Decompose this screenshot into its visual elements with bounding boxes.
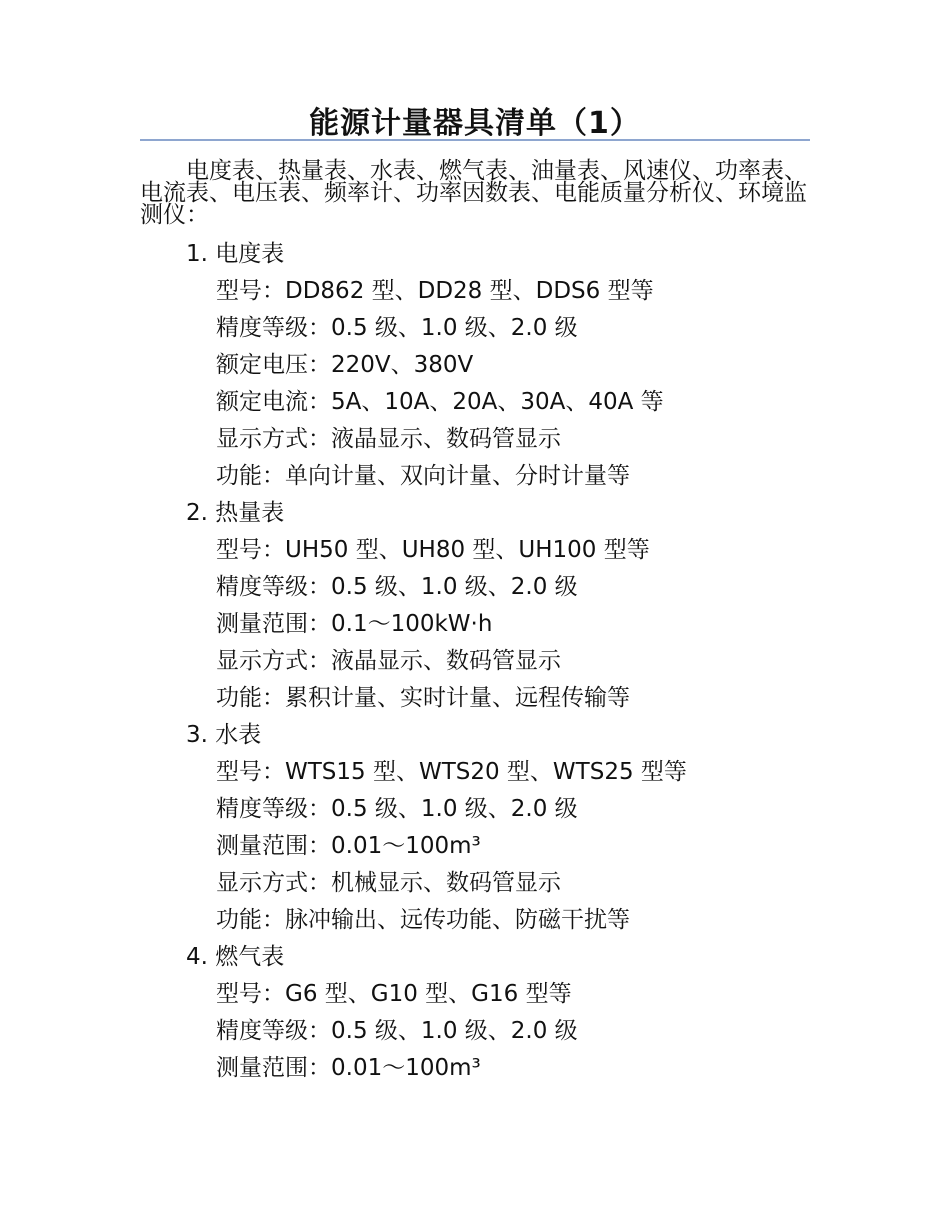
spec-line: 型号：WTS15 型、WTS20 型、WTS25 型等 <box>216 759 687 785</box>
section-heading: 4. 燃气表 <box>186 944 285 970</box>
spec-line: 型号：UH50 型、UH80 型、UH100 型等 <box>216 537 650 563</box>
section-items <box>186 754 806 939</box>
document-title: 能源计量器具清单（1） <box>309 106 641 141</box>
title-underline <box>140 139 810 141</box>
spec-line: 额定电压：220V、380V <box>216 352 474 378</box>
spec-line: 功能：累积计量、实时计量、远程传输等 <box>216 685 630 711</box>
spec-line: 功能：脉冲输出、远传功能、防磁干扰等 <box>216 907 630 933</box>
section-gas-meter <box>186 939 806 1087</box>
spec-line: 型号：G6 型、G10 型、G16 型等 <box>216 981 572 1007</box>
section-heading: 1. 电度表 <box>186 241 285 267</box>
spec-line: 测量范围：0.01～100m³ <box>216 833 481 859</box>
spec-line: 功能：单向计量、双向计量、分时计量等 <box>216 463 630 489</box>
section-heading: 2. 热量表 <box>186 500 285 526</box>
section-heading: 3. 水表 <box>186 722 262 748</box>
spec-line: 型号：DD862 型、DD28 型、DDS6 型等 <box>216 278 654 304</box>
spec-line: 精度等级：0.5 级、1.0 级、2.0 级 <box>216 796 578 822</box>
spec-line: 显示方式：液晶显示、数码管显示 <box>216 648 561 674</box>
spec-line: 测量范围：0.1～100kW·h <box>216 611 493 637</box>
spec-line: 精度等级：0.5 级、1.0 级、2.0 级 <box>216 574 578 600</box>
intro-paragraph: 电度表、热量表、水表、燃气表、油量表、风速仪、功率表、电流表、电压表、频率计、功率因数表、电能质量分析仪、环境监测仪： <box>140 158 807 228</box>
spec-line: 显示方式：液晶显示、数码管显示 <box>216 426 561 452</box>
section-list <box>186 236 806 1087</box>
section-items <box>186 976 806 1087</box>
spec-line: 额定电流：5A、10A、20A、30A、40A 等 <box>216 389 664 415</box>
section-water-meter <box>186 717 806 939</box>
spec-line: 测量范围：0.01～100m³ <box>216 1055 481 1081</box>
section-items <box>186 532 806 717</box>
section-items <box>186 273 806 495</box>
section-heat-meter <box>186 495 806 717</box>
spec-line: 显示方式：机械显示、数码管显示 <box>216 870 561 896</box>
spec-line: 精度等级：0.5 级、1.0 级、2.0 级 <box>216 315 578 341</box>
spec-line: 精度等级：0.5 级、1.0 级、2.0 级 <box>216 1018 578 1044</box>
section-electricity-meter <box>186 236 806 495</box>
